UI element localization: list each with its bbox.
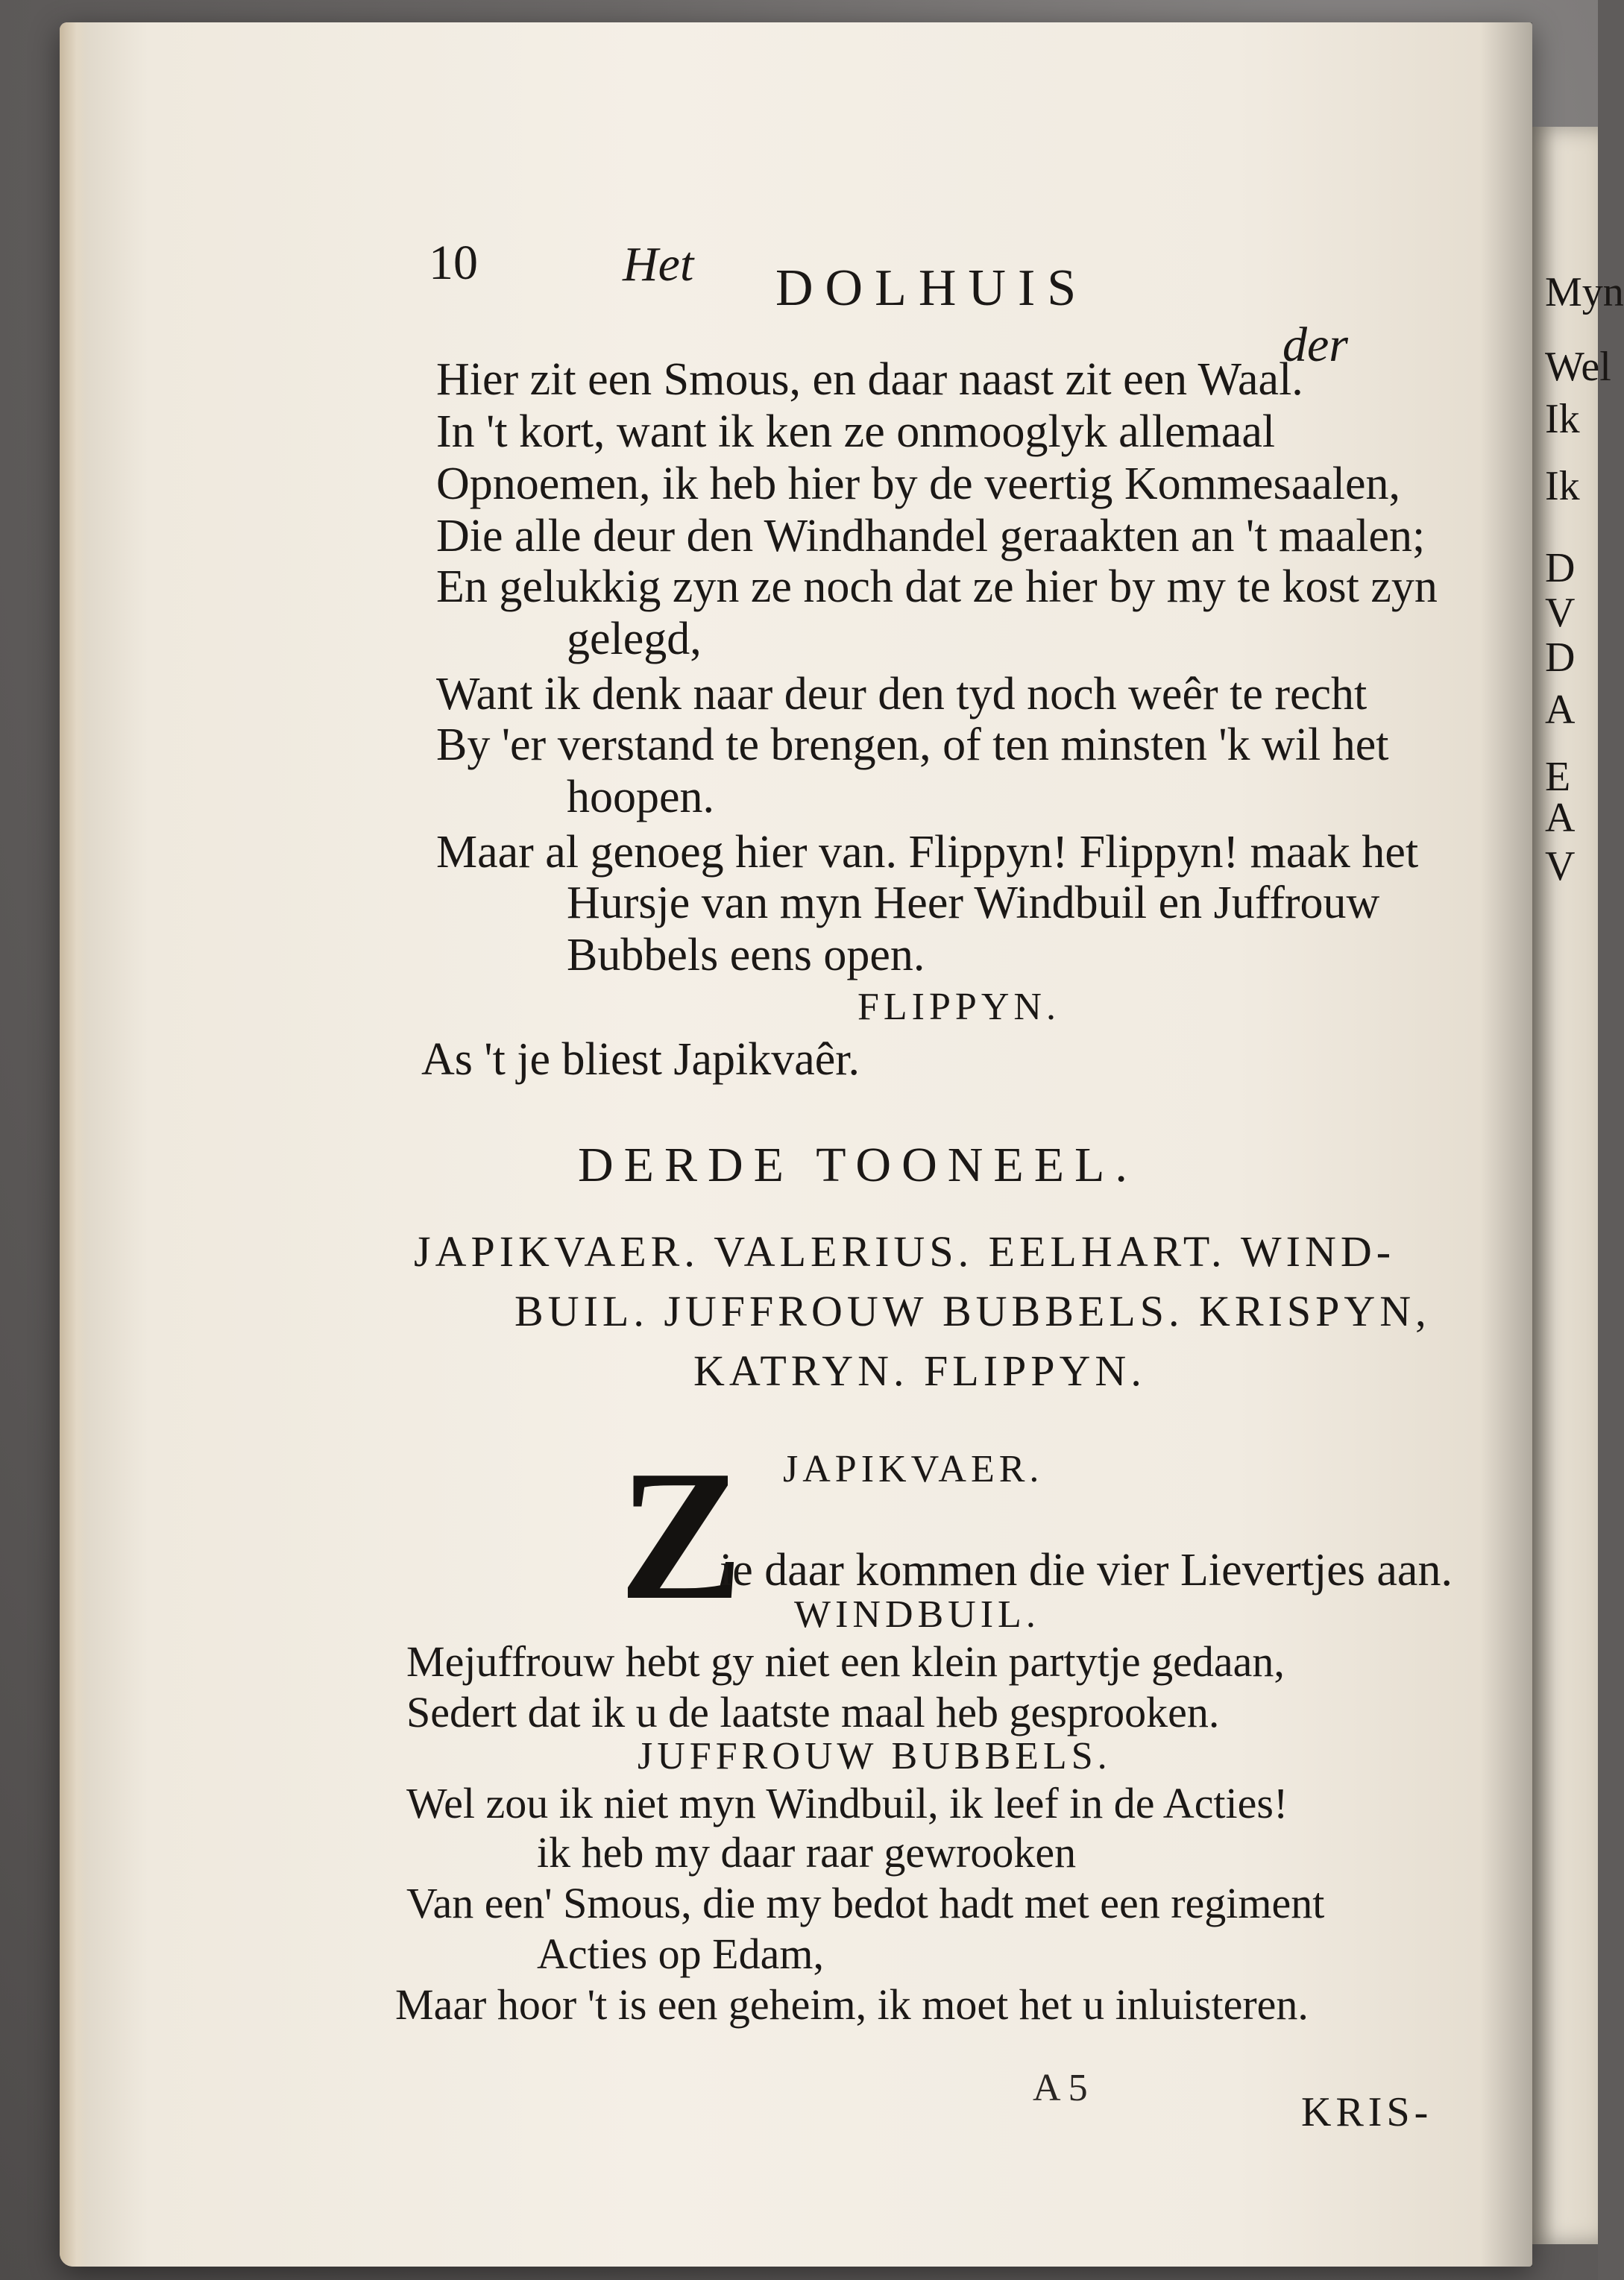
verse-line: Mejuffrouw hebt gy niet een klein partytje gedaan, xyxy=(406,1637,1285,1686)
drop-cap: Z xyxy=(619,1432,743,1639)
verse-line: ik heb my daar raar gewrooken xyxy=(537,1828,1077,1877)
facing-page-fragment: V xyxy=(1545,843,1576,889)
verse-line: Opnoemen, ik heb hier by de veertig Kommesaalen, xyxy=(436,459,1400,509)
verse-line: ie daar kommen die vier Lievertjes aan. xyxy=(720,1545,1453,1596)
cast-line: KATRYN. FLIPPYN. xyxy=(693,1347,1146,1395)
scene-title: DERDE TOONEEL. xyxy=(578,1138,1138,1192)
facing-page-fragment: Myn xyxy=(1545,269,1624,315)
facing-page-fragment: E xyxy=(1545,754,1571,800)
signature-mark: A 5 xyxy=(1033,2067,1088,2109)
header-end: der xyxy=(1282,318,1348,372)
facing-page-fragment: D xyxy=(1545,634,1576,681)
verse-line: Acties op Edam, xyxy=(537,1930,824,1978)
verse-line: Sedert dat ik u de laatste maal heb gesprooken. xyxy=(406,1688,1220,1736)
speaker-name: JAPIKVAER. xyxy=(783,1448,1044,1490)
spine-shadow xyxy=(1480,22,1532,2267)
verse-line: gelegd, xyxy=(567,614,702,664)
verse-line: Want ik denk naar deur den tyd noch weêr te recht xyxy=(436,669,1368,719)
verse-line: In 't kort, want ik ken ze onmooglyk allemaal xyxy=(436,406,1276,457)
verse-line: By 'er verstand te brengen, of ten minsten 'k wil het xyxy=(436,719,1389,770)
speaker-name: FLIPPYN. xyxy=(857,986,1060,1028)
facing-page-fragment: V xyxy=(1545,590,1576,636)
speaker-name: JUFFROUW BUBBELS. xyxy=(638,1735,1112,1777)
facing-page-fragment: D xyxy=(1545,545,1576,591)
verse-line: Van een' Smous, die my bedot hadt met een regiment xyxy=(406,1879,1325,1927)
verse-line: En gelukkig zyn ze noch dat ze hier by my te kost zyn xyxy=(436,561,1438,612)
verse-line: Hier zit een Smous, en daar naast zit een Waal. xyxy=(436,354,1303,405)
verse-line: Bubbels eens open. xyxy=(567,930,925,980)
verse-line: hoopen. xyxy=(567,772,715,822)
header-title: DOLHUIS xyxy=(775,259,1089,317)
verse-line: Maar al genoeg hier van. Flippyn! Flippyn! maak het xyxy=(436,827,1419,878)
verse-line: Wel zou ik niet myn Windbuil, ik leef in de Acties! xyxy=(406,1779,1288,1827)
facing-page-fragment: A xyxy=(1545,687,1576,733)
cast-line: JAPIKVAER. VALERIUS. EELHART. WIND- xyxy=(414,1227,1396,1276)
verse-line: Hursje van myn Heer Windbuil en Juffrouw xyxy=(567,878,1380,928)
verse-line: Maar hoor 't is een geheim, ik moet het u inluisteren. xyxy=(395,1980,1309,2029)
verse-line: As 't je bliest Japikvaêr. xyxy=(421,1034,860,1085)
page-number: 10 xyxy=(429,236,478,290)
facing-page-fragment: A xyxy=(1545,795,1576,841)
cast-line: BUIL. JUFFROUW BUBBELS. KRISPYN, xyxy=(514,1287,1431,1335)
facing-page-fragment: Ik xyxy=(1545,463,1580,509)
verse-line: Die alle deur den Windhandel geraakten an 't maalen; xyxy=(436,511,1426,561)
facing-page xyxy=(1529,127,1624,2244)
header-italic: Het xyxy=(623,237,694,292)
speaker-name: WINDBUIL. xyxy=(794,1593,1040,1636)
catchword: KRIS- xyxy=(1301,2089,1433,2135)
facing-page-fragment: Ik xyxy=(1545,396,1580,442)
facing-page-fragment: Wel xyxy=(1545,344,1611,390)
page-edge xyxy=(60,22,88,2267)
